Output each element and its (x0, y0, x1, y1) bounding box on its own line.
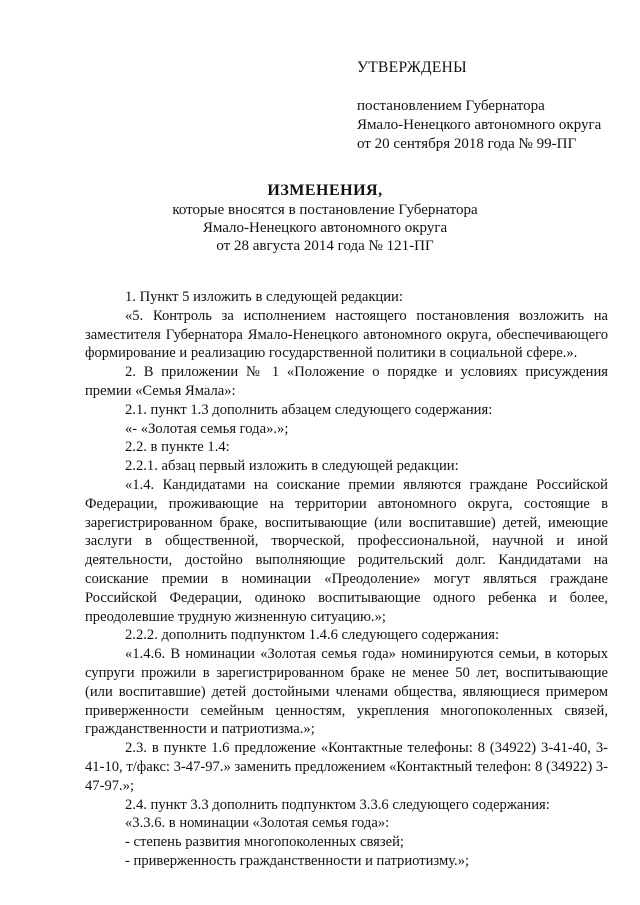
paragraph-11: 2.3. в пункте 1.6 предложение «Контактные телефоны: 8 (34922) 3-41-40, 3-41-10, т/факс: 3-47-97.» заменить предложением «Контактный телефон: 8 (34922) 3-47-97.»; (85, 740, 608, 794)
approval-line-1: постановлением Губернатора (357, 98, 545, 114)
paragraph-7: 2.2.1. абзац первый изложить в следующей редакции: (125, 458, 459, 475)
paragraph-14: - степень развития многопоколенных связей; (125, 834, 404, 851)
paragraph-3: 2. В приложении № 1 «Положение о порядке и условиях присуждения премии «Семья Ямала»: (85, 364, 608, 399)
paragraph-6: 2.2. в пункте 1.4: (125, 439, 230, 456)
paragraph-10: «1.4.6. В номинации «Золотая семья года» номинируются семьи, в которых супруги прожили в зарегистрированном браке не менее 50 лет, воспитывающие (или воспитавшие) детей достойными членами общества, являющиеся примером приверженности семейным ценностям, укрепления многопоколенных связей, гражданственности и патриотизма.»; (85, 646, 608, 738)
document-title: ИЗМЕНЕНИЯ, (267, 182, 383, 199)
paragraph-5: «- «Золотая семья года».»; (125, 420, 289, 437)
paragraph-1: 1. Пункт 5 изложить в следующей редакции: (125, 289, 403, 305)
title-line-3: от 28 августа 2014 года № 121-ПГ (216, 238, 434, 254)
paragraph-15: - приверженность гражданственности и патриотизму.»; (125, 852, 470, 869)
title-line-2: Ямало-Ненецкого автономного округа (202, 220, 448, 236)
approval-stamp (357, 58, 617, 154)
document-title-block (80, 182, 570, 255)
title-line-1: которые вносятся в постановление Губернатора (172, 202, 478, 218)
paragraph-9: 2.2.2. дополнить подпунктом 1.4.6 следующего содержания: (125, 627, 500, 644)
approval-heading: УТВЕРЖДЕНЫ (357, 59, 467, 76)
paragraph-13: «3.3.6. в номинации «Золотая семья года»: (125, 815, 390, 832)
document-body (85, 288, 608, 871)
paragraph-12: 2.4. пункт 3.3 дополнить подпунктом 3.3.6 следующего содержания: (125, 796, 550, 813)
approval-line-2: Ямало-Ненецкого автономного округа (357, 117, 602, 133)
paragraph-8: «1.4. Кандидатами на соискание премии являются граждане Российской Федерации, проживающие на территории автономного округа, состоящие в зарегистрированном браке, воспитывающие (или воспитавшие) детей, имеющие заслуги в общественной, творческой, профессиональной, научной и иной деятельности, достойно выполняющие родительский долг. Кандидатами на соискание премии в номинации «Преодоление» могут являться граждане Российской Федерации, одиноко воспитывающие одного ребенка и более, преодолевшие трудную жизненную ситуацию.»; (85, 476, 608, 625)
paragraph-4: 2.1. пункт 1.3 дополнить абзацем следующего содержания: (125, 401, 493, 418)
approval-line-3: от 20 сентября 2018 года № 99-ПГ (357, 136, 577, 152)
paragraph-2: «5. Контроль за исполнением настоящего постановления возложить на заместителя Губернатора Ямало-Ненецкого автономного округа, обеспечивающего формирование и реализацию государственной политики в социальной сфере.». (85, 307, 608, 362)
